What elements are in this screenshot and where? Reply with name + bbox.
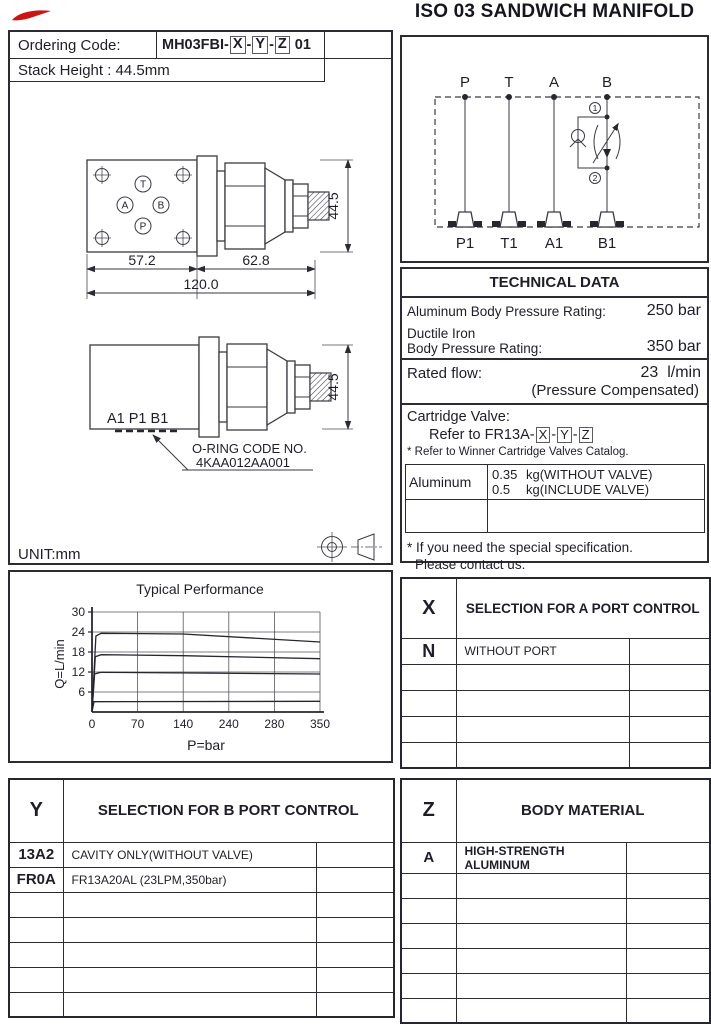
code-z-placeholder: Z xyxy=(275,36,290,54)
x-tick-label: 70 xyxy=(130,717,145,731)
cartridge-y-placeholder: Y xyxy=(557,427,572,443)
option-extra-cell xyxy=(316,892,394,917)
x-tick-label: 280 xyxy=(264,717,285,731)
overview-panel xyxy=(8,30,393,565)
technical-data-title: TECHNICAL DATA xyxy=(402,269,707,298)
side-view-drawing xyxy=(90,337,353,470)
chart-xlabel: P=bar xyxy=(187,737,225,753)
option-code: 13A2 xyxy=(9,842,63,867)
option-row xyxy=(401,690,710,716)
option-code: A xyxy=(401,842,456,873)
y-tick-label: 6 xyxy=(78,685,85,699)
dim-57-2: 57.2 xyxy=(128,252,156,268)
option-extra-cell xyxy=(626,973,710,998)
ordering-code-label: Ordering Code: xyxy=(10,32,157,58)
option-description xyxy=(456,898,626,923)
selection-y-code: Y xyxy=(9,779,63,842)
option-row xyxy=(9,967,394,992)
option-description xyxy=(63,917,316,942)
option-code xyxy=(401,898,456,923)
option-row xyxy=(401,664,710,690)
option-description: FR13A20AL (23LPM,350bar) xyxy=(63,867,316,892)
selection-x-header xyxy=(401,578,710,638)
option-code: FR0A xyxy=(9,867,63,892)
port-label-p: P xyxy=(459,74,471,91)
rated-flow-value xyxy=(641,364,701,382)
rated-flow-label: Rated flow: xyxy=(407,364,483,382)
option-code: N xyxy=(401,638,456,664)
option-extra-cell xyxy=(629,716,710,742)
y-tick-label: 18 xyxy=(71,645,85,659)
bottom-port-labels xyxy=(456,235,616,252)
selection-z-title: BODY MATERIAL xyxy=(456,779,710,842)
option-extra-cell xyxy=(626,898,710,923)
y-tick-label: 12 xyxy=(71,665,85,679)
option-description xyxy=(456,873,626,898)
option-extra-cell xyxy=(316,967,394,992)
option-extra-cell xyxy=(626,923,710,948)
option-row xyxy=(9,867,394,892)
top-port-labels xyxy=(460,74,612,91)
cartridge-dash: - xyxy=(572,427,578,444)
code-y-placeholder: Y xyxy=(252,36,268,54)
option-row xyxy=(401,973,710,998)
option-row xyxy=(9,892,394,917)
option-code xyxy=(9,992,63,1017)
option-description xyxy=(63,967,316,992)
empty-cell xyxy=(488,499,705,532)
cartridge-reference xyxy=(407,426,702,444)
option-row xyxy=(9,992,394,1017)
special-note-line2: Please contact us. xyxy=(415,557,526,573)
weight-values xyxy=(488,464,705,499)
option-code xyxy=(9,892,63,917)
special-note-line1: * If you need the special specification. xyxy=(407,539,633,555)
option-code xyxy=(401,664,456,690)
option-description: WITHOUT PORT xyxy=(456,638,629,664)
option-description xyxy=(456,716,629,742)
technical-data-panel xyxy=(400,267,709,573)
option-code xyxy=(9,942,63,967)
performance-chart xyxy=(10,572,391,761)
option-description xyxy=(456,690,629,716)
flow-unit: l/min xyxy=(667,364,701,381)
dimensions-side-view xyxy=(322,345,353,429)
option-description xyxy=(63,992,316,1017)
port-label-a: A xyxy=(548,74,560,91)
cartridge-valve-top xyxy=(197,156,329,256)
x-tick-label: 350 xyxy=(309,717,331,731)
flow-number: 23 xyxy=(640,364,659,381)
selection-x-table xyxy=(400,577,711,769)
weight-without-valve xyxy=(492,467,700,482)
aluminum-rating-label: Aluminum Body Pressure Rating: xyxy=(407,303,606,319)
hydraulic-schematic-panel xyxy=(400,35,709,263)
option-code xyxy=(401,716,456,742)
option-extra-cell xyxy=(316,942,394,967)
option-code xyxy=(401,948,456,973)
dim-44-5-top: 44.5 xyxy=(325,192,341,220)
weight-value-2: 0.5 xyxy=(492,481,511,497)
option-extra-cell xyxy=(629,664,710,690)
code-dash: - xyxy=(246,37,252,53)
option-row xyxy=(9,917,394,942)
unit-label: UNIT:mm xyxy=(18,546,81,563)
weight-empty-row xyxy=(406,499,705,532)
selection-y-header xyxy=(9,779,394,842)
port-a-label: A xyxy=(121,200,129,212)
option-row xyxy=(401,638,710,664)
port-label-b: B xyxy=(601,74,613,91)
weight-row xyxy=(406,464,705,499)
bottom-port-symbols xyxy=(448,212,624,227)
aluminum-rating-row xyxy=(402,298,707,322)
option-description xyxy=(63,892,316,917)
oring-callout xyxy=(153,435,313,470)
selection-x-code: X xyxy=(401,578,456,638)
option-row xyxy=(401,873,710,898)
selection-z-code: Z xyxy=(401,779,456,842)
option-row xyxy=(401,898,710,923)
ductile-label-line1: Ductile Iron xyxy=(407,326,476,341)
sandwich-boundary xyxy=(435,97,699,227)
node-2-label: 2 xyxy=(592,173,598,183)
node-markers xyxy=(590,103,601,184)
port-label-b1: B1 xyxy=(597,235,617,252)
rated-flow-row xyxy=(402,360,707,382)
option-extra-cell xyxy=(316,842,394,867)
weight-include-valve xyxy=(492,482,700,497)
ductile-rating-label xyxy=(407,326,542,356)
port-label-a1: A1 xyxy=(544,235,564,252)
option-extra-cell xyxy=(316,992,394,1017)
stack-height-row: Stack Height : 44.5mm xyxy=(10,59,325,82)
option-description xyxy=(456,923,626,948)
cartridge-x-placeholder: X xyxy=(536,427,551,443)
option-description xyxy=(456,664,629,690)
cartridge-valve-side xyxy=(199,337,331,437)
projection-symbols xyxy=(317,532,382,562)
top-view-drawing xyxy=(87,156,353,299)
port-t-label: T xyxy=(139,179,147,191)
option-description xyxy=(456,973,626,998)
weight-material: Aluminum xyxy=(406,464,488,499)
option-row xyxy=(9,942,394,967)
option-extra-cell xyxy=(626,948,710,973)
chart-title: Typical Performance xyxy=(136,581,264,597)
side-ports-label: A1 P1 B1 xyxy=(107,411,169,427)
brand-logo xyxy=(11,8,53,26)
cartridge-note: * Refer to Winner Cartridge Valves Catalog. xyxy=(407,446,629,459)
ductile-rating-value: 350 bar xyxy=(646,338,701,355)
ductile-rating-row xyxy=(402,322,707,360)
chart-plot-area xyxy=(72,605,331,731)
option-code xyxy=(9,917,63,942)
option-description: CAVITY ONLY(WITHOUT VALVE) xyxy=(63,842,316,867)
performance-curve-curve-3lpm xyxy=(92,701,320,712)
hydraulic-schematic xyxy=(402,37,707,261)
dim-62-8: 62.8 xyxy=(242,252,270,268)
chart-ylabel: Q=L/min xyxy=(52,639,67,689)
y-tick-label: 24 xyxy=(71,625,85,639)
selection-z-header xyxy=(401,779,710,842)
code-x-placeholder: X xyxy=(230,36,246,54)
x-tick-label: 240 xyxy=(218,717,239,731)
option-description xyxy=(456,742,629,768)
selection-y-table xyxy=(8,778,395,1018)
option-extra-cell xyxy=(316,917,394,942)
weight-table xyxy=(405,464,705,533)
option-row xyxy=(401,742,710,768)
flow-note: (Pressure Compensated) xyxy=(402,382,707,405)
projection-cone-icon xyxy=(351,534,382,560)
code-prefix: MH03FBI- xyxy=(162,37,229,53)
cartridge-z-placeholder: Z xyxy=(579,427,593,443)
option-row xyxy=(401,998,710,1023)
option-code xyxy=(9,967,63,992)
x-tick-label: 140 xyxy=(173,717,194,731)
option-code xyxy=(401,973,456,998)
brand-swoosh-icon xyxy=(12,10,51,20)
option-row xyxy=(401,948,710,973)
flow-lines xyxy=(462,94,610,212)
option-description xyxy=(456,948,626,973)
code-suffix: 01 xyxy=(294,37,311,53)
performance-chart-panel xyxy=(8,570,393,763)
option-code xyxy=(401,998,456,1023)
x-tick-label: 0 xyxy=(88,717,96,731)
port-p-label: P xyxy=(139,221,147,233)
flow-control-valve xyxy=(570,103,620,184)
option-description xyxy=(456,998,626,1023)
cartridge-ref-prefix: Refer to FR13A- xyxy=(429,427,535,444)
oring-code: 4KAA012AA001 xyxy=(196,455,290,470)
option-code xyxy=(401,923,456,948)
option-code xyxy=(401,873,456,898)
cartridge-section xyxy=(402,405,707,462)
option-row xyxy=(401,842,710,873)
option-extra-cell xyxy=(316,867,394,892)
empty-cell xyxy=(406,499,488,532)
port-label-t: T xyxy=(504,74,514,91)
performance-curve-curve-17lpm xyxy=(92,655,320,712)
option-extra-cell xyxy=(629,742,710,768)
option-extra-cell xyxy=(626,998,710,1023)
aluminum-rating-value: 250 bar xyxy=(646,302,701,319)
selection-x-title: SELECTION FOR A PORT CONTROL xyxy=(456,578,710,638)
option-code xyxy=(401,690,456,716)
oring-label: O-RING CODE NO. xyxy=(192,441,307,456)
cartridge-label: Cartridge Valve: xyxy=(407,409,510,425)
y-tick-label: 30 xyxy=(71,605,85,619)
target-symbol-icon xyxy=(317,532,347,562)
option-extra-cell xyxy=(629,690,710,716)
option-extra-cell xyxy=(626,873,710,898)
weight-unit-1: kg(WITHOUT VALVE) xyxy=(526,466,653,482)
option-description xyxy=(63,942,316,967)
option-row xyxy=(401,923,710,948)
option-extra-cell xyxy=(626,842,710,873)
port-label-t1: T1 xyxy=(500,235,518,252)
ductile-label-line2: Body Pressure Rating: xyxy=(407,341,543,356)
special-note xyxy=(402,533,707,574)
selection-z-table xyxy=(400,778,711,1024)
dimension-drawings xyxy=(10,32,391,563)
code-dash: - xyxy=(269,37,274,53)
node-1-label: 1 xyxy=(592,103,598,113)
selection-y-title: SELECTION FOR B PORT CONTROL xyxy=(63,779,394,842)
option-code xyxy=(401,742,456,768)
dim-44-5-side: 44.5 xyxy=(325,373,341,401)
port-b-label: B xyxy=(157,200,165,212)
page-title: ISO 03 SANDWICH MANIFOLD xyxy=(414,1,695,22)
weight-unit-2: kg(INCLUDE VALVE) xyxy=(526,481,650,497)
port-label-p1: P1 xyxy=(455,235,475,252)
cartridge-dash: - xyxy=(551,427,557,444)
option-extra-cell xyxy=(629,638,710,664)
option-description: HIGH-STRENGTH ALUMINUM xyxy=(456,842,626,873)
dim-120-0: 120.0 xyxy=(183,276,219,292)
option-row xyxy=(401,716,710,742)
weight-value-1: 0.35 xyxy=(492,466,518,482)
option-row xyxy=(9,842,394,867)
